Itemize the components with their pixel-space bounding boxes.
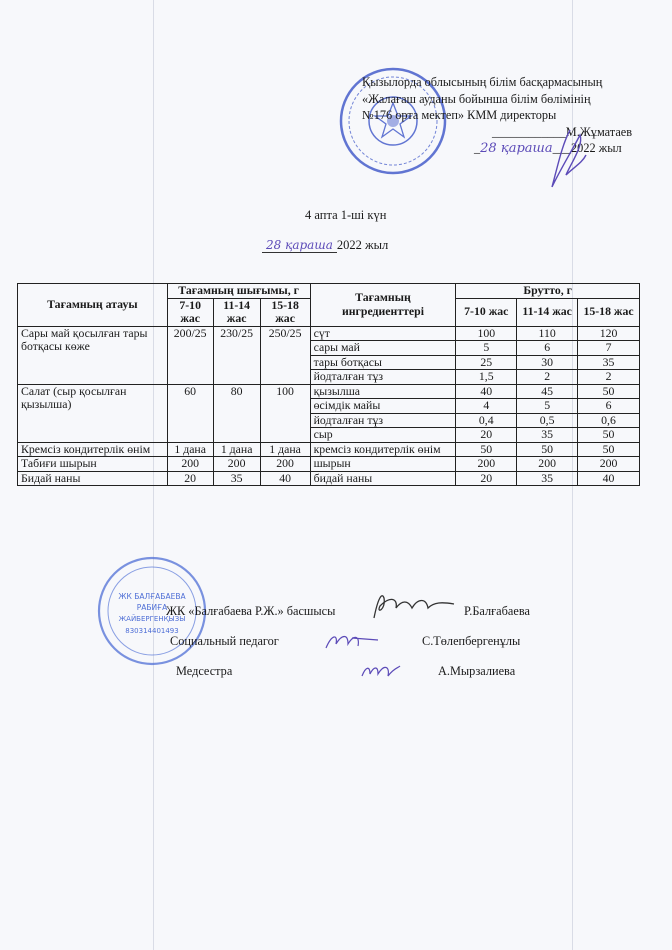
header-ingredients: Тағамның ингредиенттері [310, 284, 456, 327]
signature-role: Социальный педагог [170, 634, 279, 648]
gross-value: 0,5 [517, 413, 578, 428]
menu-date [262, 238, 388, 253]
dish-yield: 230/25 [213, 326, 260, 384]
stamp-line-1: ЖК БАЛҒАБАЕВА [118, 592, 186, 601]
gross-value: 0,6 [578, 413, 640, 428]
ingredient-name: йодталған тұз [310, 413, 456, 428]
ingredient-name: сүт [310, 326, 456, 341]
header-age: 15-18 жас [578, 298, 640, 326]
gross-value: 1,5 [456, 370, 517, 385]
gross-value: 50 [456, 442, 517, 457]
approval-line-1: Қызылорда облысының білім басқармасының [362, 75, 603, 89]
dish-yield: 80 [213, 384, 260, 442]
gross-value: 20 [456, 471, 517, 486]
gross-value: 40 [578, 471, 640, 486]
dish-yield: 200 [260, 457, 310, 472]
gross-value: 110 [517, 326, 578, 341]
gross-value: 35 [578, 355, 640, 370]
stamp-line-3: ЖАЙБЕРГЕНҚЫЗЫ [118, 615, 186, 623]
gross-value: 6 [578, 399, 640, 414]
header-yield: Тағамның шығымы, г [167, 284, 310, 299]
table-row [18, 471, 640, 486]
header-age: 11-14 жас [213, 298, 260, 326]
gross-value: 120 [578, 326, 640, 341]
table-row [18, 457, 640, 472]
ingredient-name: сары май [310, 341, 456, 356]
dish-yield: 35 [213, 471, 260, 486]
gross-value: 7 [578, 341, 640, 356]
dish-yield: 1 дана [260, 442, 310, 457]
gross-value: 5 [456, 341, 517, 356]
dish-yield: 200/25 [167, 326, 213, 384]
ingredient-name: кремсіз кондитерлік өнім [310, 442, 456, 457]
dish-yield: 250/25 [260, 326, 310, 384]
signature-role: ЖК «Балғабаева Р.Ж.» басшысы [166, 604, 336, 618]
dish-name: Табиғи шырын [18, 457, 168, 472]
signature-scribble [358, 658, 404, 684]
ingredient-name: өсімдік майы [310, 399, 456, 414]
dish-name: Кремсіз кондитерлік өнім [18, 442, 168, 457]
signature-scribble [322, 628, 382, 654]
table-row [18, 384, 640, 399]
approval-block [362, 74, 642, 158]
gross-value: 4 [456, 399, 517, 414]
gross-value: 35 [517, 471, 578, 486]
dish-yield: 20 [167, 471, 213, 486]
header-age: 7-10 жас [167, 298, 213, 326]
dish-yield: 1 дана [213, 442, 260, 457]
ingredient-name: сыр [310, 428, 456, 443]
stamp-line-2: РАБИҒА [136, 603, 168, 612]
signature-scribble [368, 588, 458, 624]
signature-name: С.Төлепбергенұлы [422, 634, 521, 648]
gross-value: 35 [517, 428, 578, 443]
gross-value: 50 [517, 442, 578, 457]
approval-line-3: №176 орта мектеп» КММ директоры [362, 108, 557, 122]
director-signature [540, 125, 590, 200]
ingredient-name: йодталған тұз [310, 370, 456, 385]
table-header-row [18, 284, 640, 299]
header-dish: Тағамның атауы [18, 284, 168, 327]
dish-yield: 40 [260, 471, 310, 486]
menu-date-year: 2022 жыл [336, 238, 389, 252]
gross-value: 0,4 [456, 413, 517, 428]
director-name: ____________М.Жұматаев [492, 124, 633, 139]
gross-value: 25 [456, 355, 517, 370]
stamp-line-4: 830314401493 [125, 627, 179, 635]
gross-value: 20 [456, 428, 517, 443]
ingredient-name: қызылша [310, 384, 456, 399]
menu-date-handwritten: 28 қараша [262, 238, 337, 253]
dish-name: Сары май қосылған тары ботқасы көже [18, 326, 168, 384]
gross-value: 30 [517, 355, 578, 370]
gross-value: 2 [578, 370, 640, 385]
dish-yield: 1 дана [167, 442, 213, 457]
gross-value: 200 [456, 457, 517, 472]
dish-yield: 100 [260, 384, 310, 442]
gross-value: 6 [517, 341, 578, 356]
ingredient-name: тары ботқасы [310, 355, 456, 370]
header-age: 15-18 жас [260, 298, 310, 326]
approval-date-handwritten: 28 қараша [480, 141, 553, 156]
header-age: 11-14 жас [517, 298, 578, 326]
signature-name: А.Мырзалиева [438, 664, 516, 678]
dish-name: Бидай наны [18, 471, 168, 486]
dish-name: Салат (сыр қосылған қызылша) [18, 384, 168, 442]
approval-line-2: «Жалағаш ауданы бойынша білім бөлімінің [362, 91, 591, 106]
table-row [18, 442, 640, 457]
gross-value: 50 [578, 442, 640, 457]
ingredient-name: бидай наны [310, 471, 456, 486]
table-row [18, 326, 640, 341]
gross-value: 45 [517, 384, 578, 399]
menu-title: 4 апта 1-ші күн [305, 208, 387, 222]
gross-value: 200 [517, 457, 578, 472]
gross-value: 40 [456, 384, 517, 399]
menu-table [17, 283, 640, 486]
header-age: 7-10 жас [456, 298, 517, 326]
gross-value: 5 [517, 399, 578, 414]
dish-yield: 200 [167, 457, 213, 472]
gross-value: 2 [517, 370, 578, 385]
gross-value: 50 [578, 384, 640, 399]
ingredient-name: шырын [310, 457, 456, 472]
gross-value: 50 [578, 428, 640, 443]
dish-yield: 200 [213, 457, 260, 472]
approval-year: 2022 жыл [571, 141, 622, 155]
gross-value: 100 [456, 326, 517, 341]
signature-role: Медсестра [176, 664, 233, 678]
gross-value: 200 [578, 457, 640, 472]
dish-yield: 60 [167, 384, 213, 442]
signature-name: Р.Балғабаева [464, 604, 530, 618]
header-gross: Брутто, г [456, 284, 640, 299]
approval-date: _28 қараша___2022 жыл [474, 141, 622, 156]
